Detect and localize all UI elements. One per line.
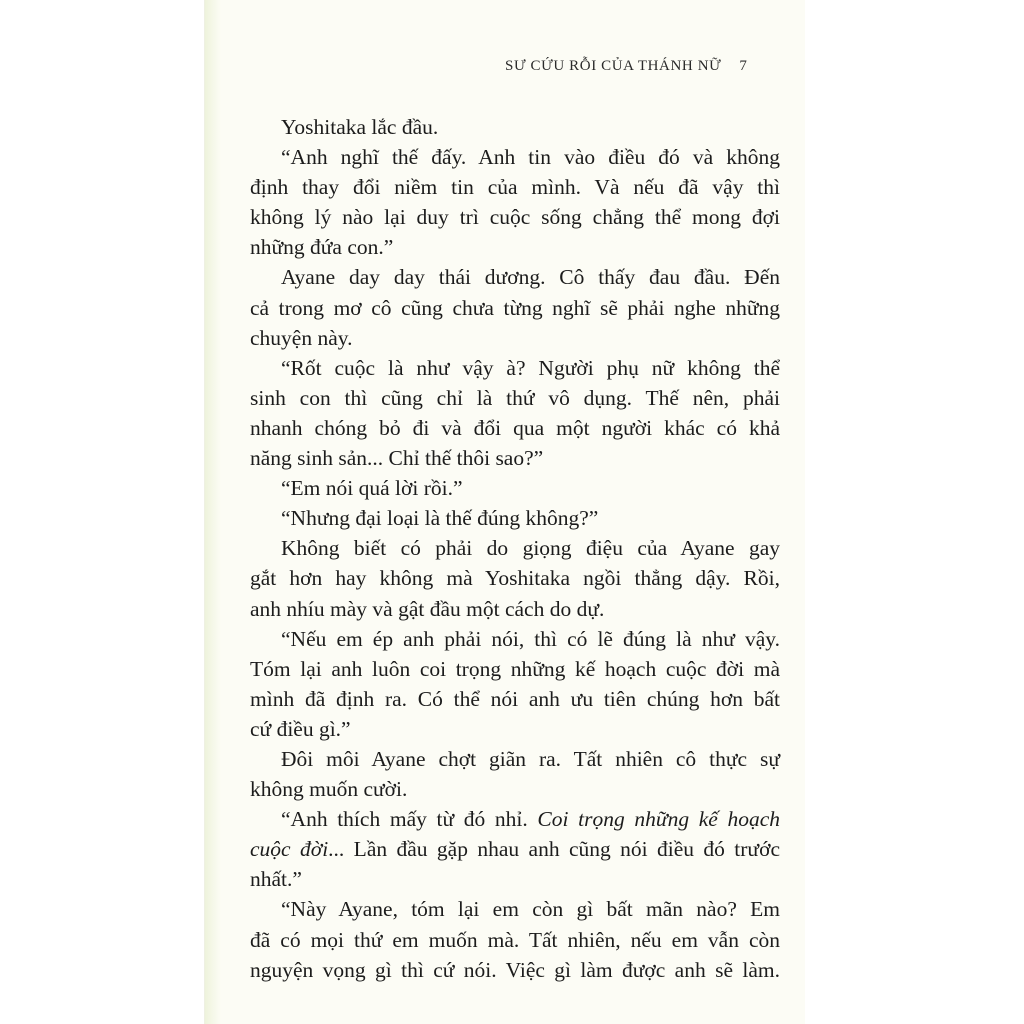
text-line-content xyxy=(281,533,780,563)
line-text: “Anh nghĩ thế đấy. Anh tin vào điều đó và không xyxy=(281,145,780,170)
text-line xyxy=(250,834,780,864)
text-line-content xyxy=(281,142,780,172)
line-text: mình đã định ra. Có thể nói anh ưu tiên chúng hơn bất xyxy=(250,686,780,711)
text-line xyxy=(250,624,780,654)
line-text: cả trong mơ cô cũng chưa từng nghĩ sẽ phải nghe những xyxy=(250,295,780,320)
text-line xyxy=(250,323,780,353)
text-line xyxy=(250,774,780,804)
text-line xyxy=(250,894,780,924)
text-line xyxy=(250,443,780,473)
line-text: cứ điều gì.” xyxy=(250,716,351,741)
text-line-content xyxy=(250,925,780,955)
text-line xyxy=(250,473,780,503)
text-line-content xyxy=(250,413,780,443)
text-line xyxy=(250,804,780,834)
line-text: gắt hơn hay không mà Yoshitaka ngồi thẳng dậy. Rồi, xyxy=(250,566,780,591)
text-line-content xyxy=(281,804,780,834)
text-line-content xyxy=(250,446,543,470)
line-text: “Nhưng đại loại là thế đúng không?” xyxy=(281,506,599,531)
line-text: anh nhíu mày và gật đầu một cách do dự. xyxy=(250,596,605,621)
text-line xyxy=(250,142,780,172)
line-text: không muốn cười. xyxy=(250,777,408,802)
text-line-content xyxy=(250,717,351,741)
text-line-content xyxy=(250,777,407,801)
text-line xyxy=(250,925,780,955)
text-line xyxy=(250,232,780,262)
italic-text: cuộc đời xyxy=(250,837,329,862)
italic-text: Coi trọng những kế hoạch xyxy=(537,807,780,832)
line-text: nhanh chóng bỏ đi và đổi qua một người khác có khả xyxy=(250,415,780,440)
text-line xyxy=(250,413,780,443)
text-line-content xyxy=(250,563,780,593)
line-text: “Này Ayane, tóm lại em còn gì bất mãn nào? Em xyxy=(281,897,780,922)
line-text: Tóm lại anh luôn coi trọng những kế hoạch cuộc đời mà xyxy=(250,656,780,681)
text-line-content xyxy=(250,293,780,323)
text-line xyxy=(250,383,780,413)
line-text: không lý nào lại duy trì cuộc sống chẳng thể mong đợi xyxy=(250,205,780,230)
text-line xyxy=(250,533,780,563)
text-line xyxy=(250,202,780,232)
page-number: 7 xyxy=(739,58,748,74)
line-text: ... Lần đầu gặp nhau anh cũng nói điều đó trước xyxy=(328,837,780,862)
text-line xyxy=(250,172,780,202)
body-text xyxy=(250,112,780,985)
text-line xyxy=(250,353,780,383)
text-line-content xyxy=(281,476,463,500)
text-line-content xyxy=(281,115,438,139)
text-line xyxy=(250,563,780,593)
line-text: nhất.” xyxy=(250,867,302,892)
text-line xyxy=(250,594,780,624)
line-text: định thay đổi niềm tin của mình. Và nếu đã vậy thì xyxy=(250,175,780,200)
line-text: năng sinh sản... Chỉ thế thôi sao?” xyxy=(250,446,544,471)
running-head xyxy=(505,58,747,75)
text-line-content xyxy=(250,834,780,864)
text-line-content xyxy=(250,383,780,413)
text-line-content xyxy=(250,867,302,891)
text-line-content xyxy=(250,172,780,202)
text-line-content xyxy=(250,326,352,350)
text-line-content xyxy=(250,654,780,684)
line-text: “Anh thích mấy từ đó nhỉ. xyxy=(281,807,538,832)
line-text: sinh con thì cũng chỉ là thứ vô dụng. Thế nên, phải xyxy=(250,385,780,410)
text-line-content xyxy=(250,955,780,985)
text-line-content xyxy=(250,235,393,259)
text-line xyxy=(250,293,780,323)
spine-shadow xyxy=(205,0,221,1024)
text-line-content xyxy=(281,624,780,654)
text-line xyxy=(250,112,780,142)
text-line-content xyxy=(281,262,780,292)
line-text: chuyện này. xyxy=(250,325,353,350)
line-text: nguyện vọng gì thì cứ nói. Việc gì làm được anh sẽ làm. xyxy=(250,957,780,982)
text-line xyxy=(250,714,780,744)
text-line xyxy=(250,744,780,774)
text-line xyxy=(250,684,780,714)
text-line xyxy=(250,864,780,894)
line-text: Đôi môi Ayane chợt giãn ra. Tất nhiên cô thực sự xyxy=(281,746,780,771)
line-text: “Em nói quá lời rồi.” xyxy=(281,476,463,501)
text-line xyxy=(250,654,780,684)
line-text: Ayane day day thái dương. Cô thấy đau đầu. Đến xyxy=(281,265,780,290)
text-line-content xyxy=(250,684,780,714)
text-line-content xyxy=(281,506,598,530)
text-line-content xyxy=(281,353,780,383)
text-line xyxy=(250,503,780,533)
line-text: những đứa con.” xyxy=(250,235,394,260)
line-text: đã có mọi thứ em muốn mà. Tất nhiên, nếu em vẫn còn xyxy=(250,927,780,952)
text-line-content xyxy=(250,202,780,232)
text-line-content xyxy=(250,597,604,621)
text-line-content xyxy=(281,894,780,924)
line-text: Không biết có phải do giọng điệu của Ayane gay xyxy=(281,536,780,561)
line-text: “Nếu em ép anh phải nói, thì có lẽ đúng là như vậy. xyxy=(281,626,780,651)
text-line-content xyxy=(281,744,780,774)
line-text: “Rốt cuộc là như vậy à? Người phụ nữ không thể xyxy=(281,355,780,380)
book-title: SƯ CỨU RỖI CỦA THÁNH NỮ xyxy=(505,58,722,74)
text-line xyxy=(250,955,780,985)
line-text: Yoshitaka lắc đầu. xyxy=(281,115,439,139)
text-line xyxy=(250,262,780,292)
